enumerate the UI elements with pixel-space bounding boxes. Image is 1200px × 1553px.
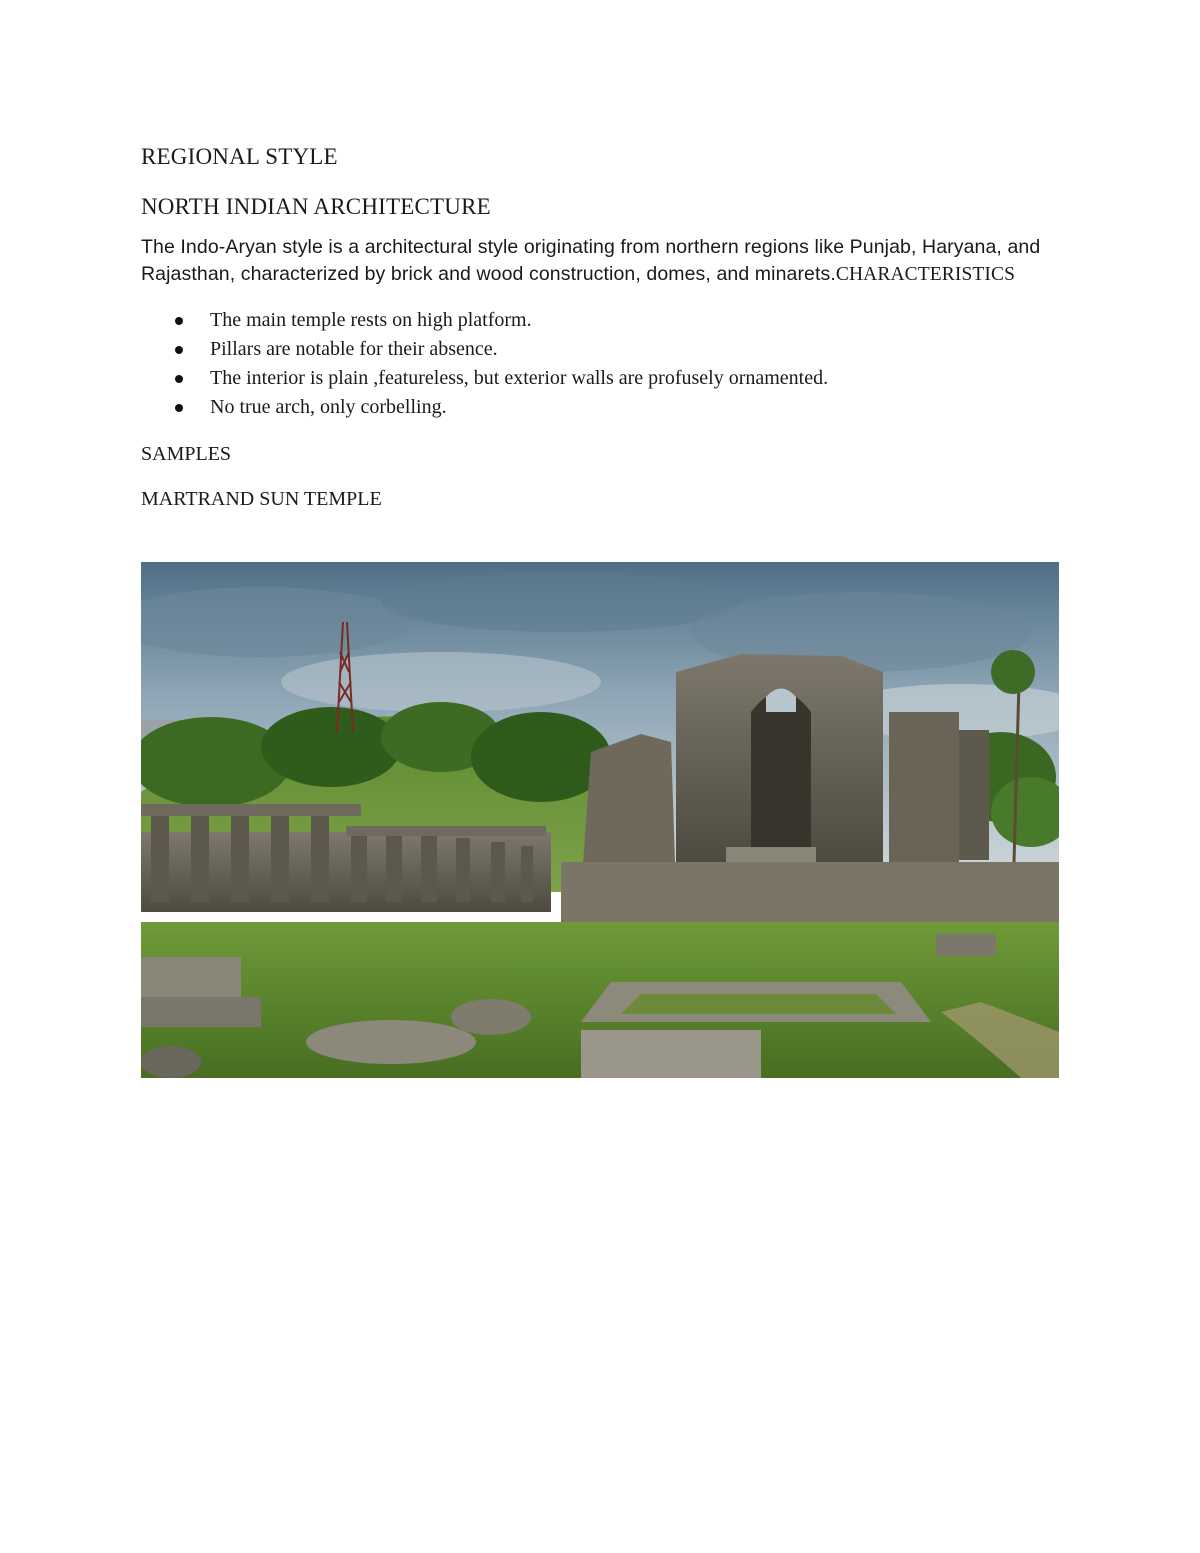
bullet-icon [175, 404, 183, 412]
intro-paragraph [141, 234, 1059, 288]
list-item-text: The interior is plain ,featureless, but exterior walls are profusely ornamented. [210, 367, 829, 389]
fallen-pillar [451, 999, 531, 1035]
stone-slab [141, 997, 261, 1027]
characteristics-heading: CHARACTERISTICS [835, 264, 1016, 285]
heading-north-indian-architecture: NORTH INDIAN ARCHITECTURE [141, 194, 491, 219]
courtyard-wall [561, 862, 1059, 932]
colonnade-top [141, 804, 361, 816]
bullet-icon [175, 317, 183, 325]
temple-label: MARTRAND SUN TEMPLE [141, 488, 382, 510]
rock [141, 1046, 201, 1078]
bullet-icon [175, 346, 183, 354]
tree [261, 707, 401, 787]
temple-ruin-right [889, 712, 959, 862]
intro-text: The Indo-Aryan style is a architectural style originating from northern regions like Punjab, Haryana, and Rajasthan, characterized by brick and wood construction, domes, and minarets. [141, 236, 1041, 285]
colonnade-top [346, 826, 546, 836]
cloud [381, 572, 741, 632]
list-item [141, 335, 1059, 364]
stone-slab [936, 934, 996, 956]
heading-regional-style: REGIONAL STYLE [141, 144, 338, 169]
characteristics-list [141, 306, 1059, 422]
list-item-text: The main temple rests on high platform. [210, 309, 532, 331]
list-item [141, 364, 1059, 393]
stone-pool-inner [621, 994, 896, 1014]
temple-ruin-right-small [959, 730, 989, 860]
list-item [141, 393, 1059, 422]
temple-photo [141, 562, 1059, 1078]
stone-slab [141, 957, 241, 997]
bullet-icon [175, 375, 183, 383]
list-item [141, 306, 1059, 335]
fallen-pillar [306, 1020, 476, 1064]
tall-tree-crown [991, 650, 1035, 694]
list-item-text: Pillars are notable for their absence. [210, 338, 498, 360]
samples-label: SAMPLES [141, 443, 232, 465]
stone-slab [581, 1030, 761, 1078]
document-content [141, 140, 1059, 513]
temple-arch [751, 692, 811, 852]
list-item-text: No true arch, only corbelling. [210, 396, 447, 418]
